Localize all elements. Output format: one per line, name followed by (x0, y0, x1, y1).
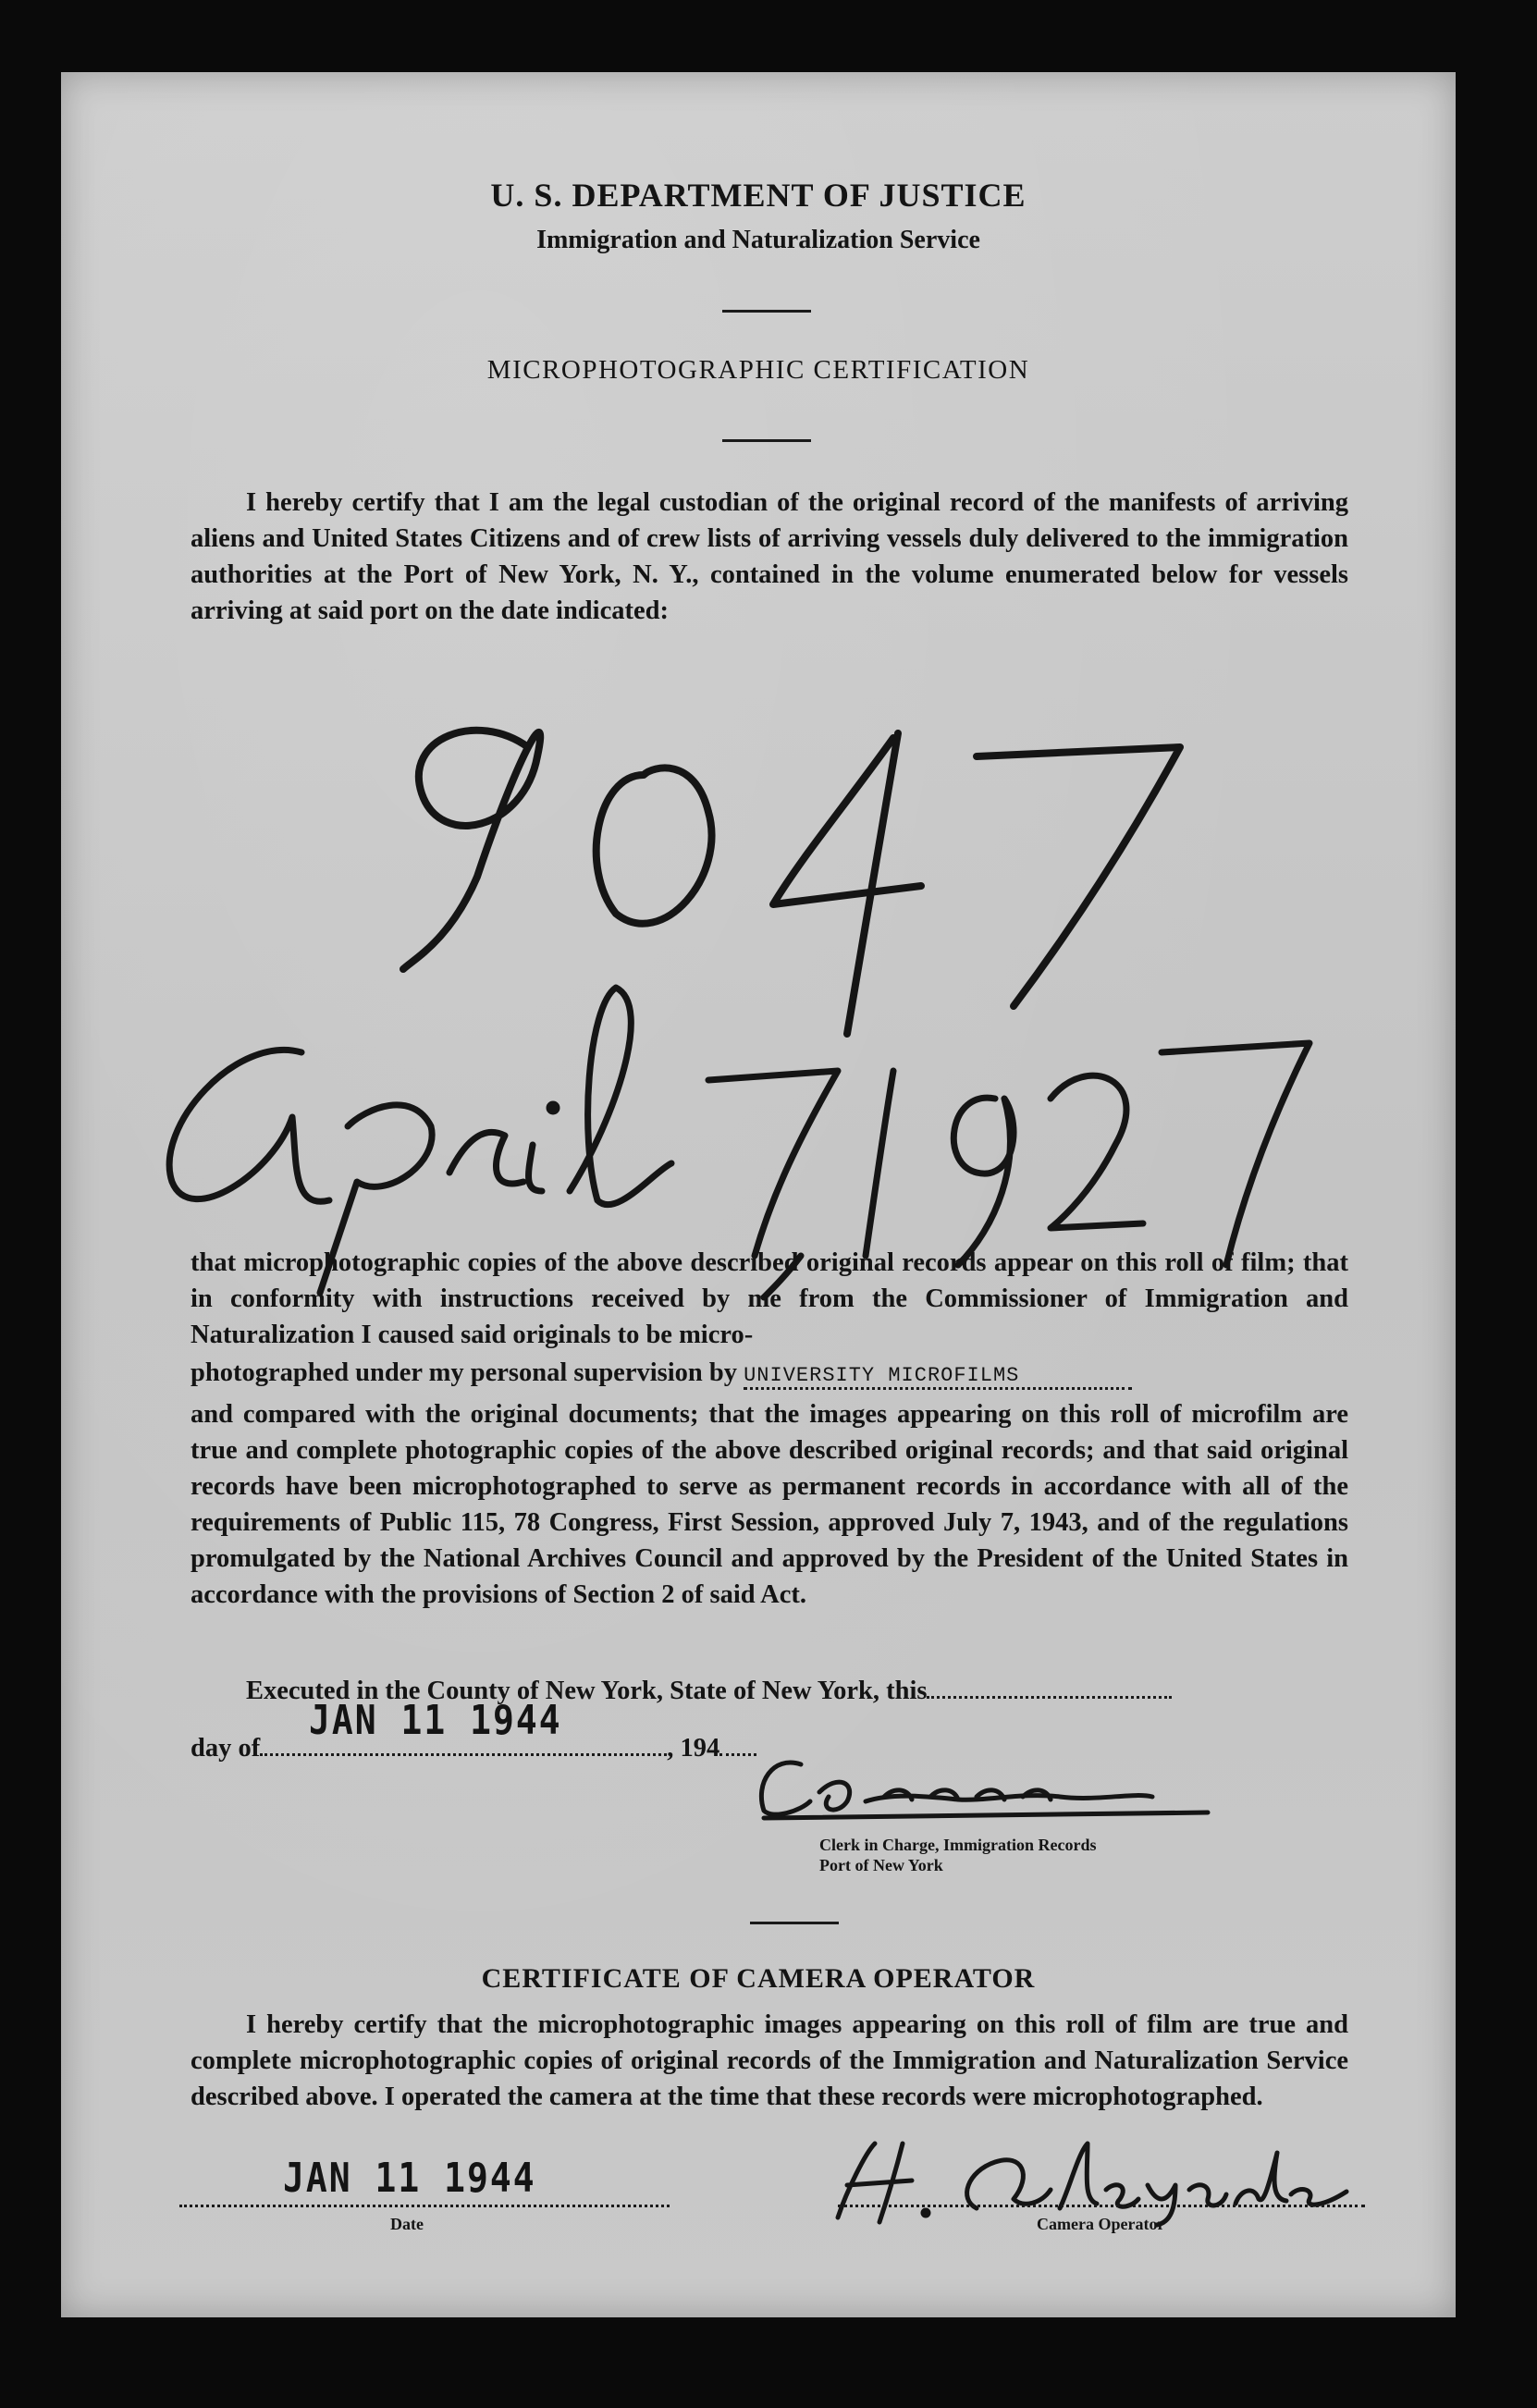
operator-date-stamp: JAN 11 1944 (283, 2154, 536, 2202)
date-signature-line (179, 2205, 670, 2207)
divider (722, 439, 811, 442)
certification-body-1: that microphotographic copies of the above described original records appear on this roll of film; that in conformity with instructions received by me from the Commissioner of Immigration and Naturalization I caused said originals to be micro- (191, 1248, 1348, 1349)
date-caption: Date (390, 2215, 424, 2233)
day-of-blank (260, 1753, 667, 1756)
filmed-by-value: UNIVERSITY MICROFILMS (744, 1364, 1132, 1390)
filmed-by-label: photographed under my personal supervision by (191, 1358, 737, 1387)
clerk-caption (819, 1835, 1096, 1875)
agency-heading: U. S. DEPARTMENT OF JUSTICE (490, 177, 1027, 214)
clerk-caption-line2: Port of New York (819, 1856, 943, 1874)
certification-intro: I hereby certify that I am the legal custodian of the original record of the manifests of arriving aliens and United States Citizens and of crew lists of arriving vessels duly delivered to the immigration authorities at the Port of New York, N. Y., contained in the volume enumerated below for vessels arriving at said port on the date indicated: (191, 488, 1348, 625)
service-heading: Immigration and Naturalization Service (536, 226, 980, 254)
divider (722, 310, 811, 313)
clerk-caption-line1: Clerk in Charge, Immigration Records (819, 1836, 1097, 1854)
operator-signature (810, 2134, 1365, 2227)
operator-signature-line (838, 2205, 1365, 2207)
form-title: MICROPHOTOGRAPHIC CERTIFICATION (486, 355, 1030, 385)
divider (750, 1922, 839, 1924)
executed-blank (927, 1696, 1172, 1699)
executed-text: Executed in the County of New York, State of New York, this (246, 1677, 928, 1705)
operator-caption: Camera Operator (1037, 2215, 1165, 2233)
year-prefix: , 194 (667, 1734, 720, 1763)
day-date-stamp: JAN 11 1944 (309, 1696, 562, 1744)
camera-operator-title: CERTIFICATE OF CAMERA OPERATOR (481, 1963, 1036, 1994)
day-of-label: day of (191, 1734, 261, 1763)
clerk-signature (745, 1746, 1226, 1829)
filmed-by-line (191, 1358, 1348, 1390)
camera-operator-text: I hereby certify that the microphotographic images appearing on this roll of film are true and complete microphotographic copies of original records of the Immigration and Naturalization Service described above. I operated the camera at the time that these records were microphotographed. (191, 2010, 1348, 2111)
certification-body-2: and compared with the original documents; that the images appearing on this roll of microfilm are true and complete photographic copies of the above described original records; and that said original records have been microphotographed to serve as permanent records in accordance with all of the requirements of Public 115, 78 Congress, First Session, approved July 7, 1943, and of the regulations promulgated by the National Archives Council and approved by the President of the United States in accordance with the provisions of Section 2 of said Act. (191, 1400, 1348, 1609)
certificate-sheet (61, 72, 1456, 2317)
